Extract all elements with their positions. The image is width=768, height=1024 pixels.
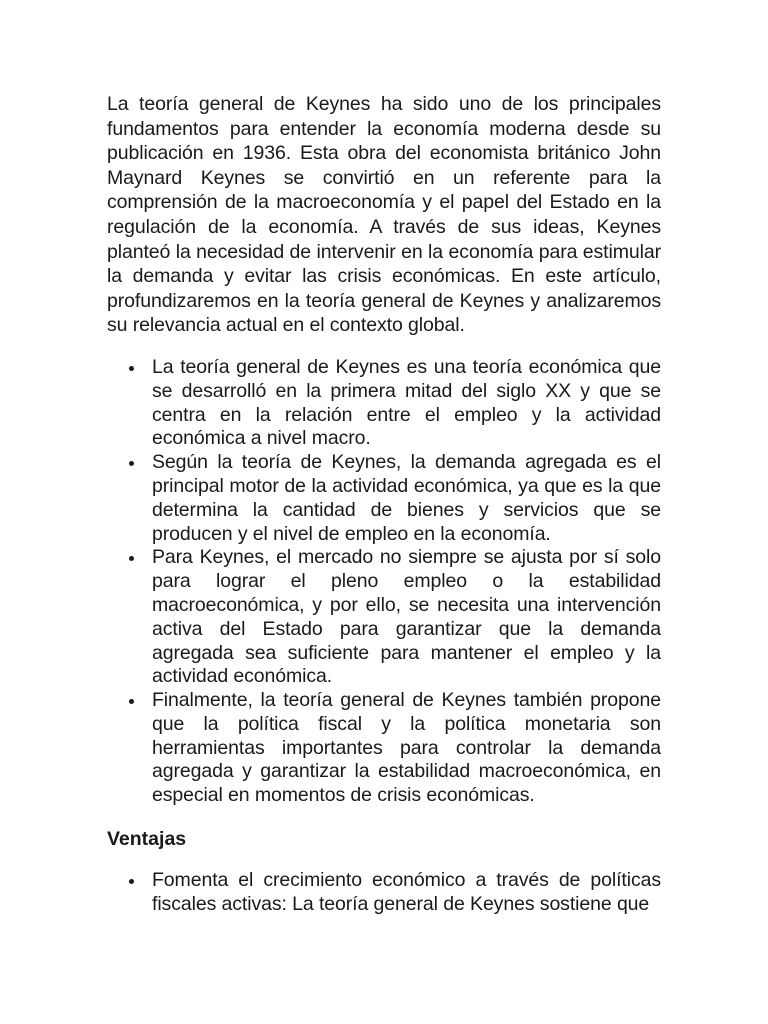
list-item — [107, 356, 661, 451]
list-item-text: Fomenta el crecimiento económico a través de políticas fiscales activas: La teoría general de Keynes sostiene que — [152, 869, 661, 915]
list-item — [107, 689, 661, 808]
ventajas-bullet-list — [107, 869, 661, 917]
list-item — [107, 546, 661, 689]
intro-paragraph: La teoría general de Keynes ha sido uno de los principales fundamentos para entender la economía moderna desde su publicación en 1936. Esta obra del economista británico John Maynard Keynes se convirtió en un referente para la comprensión de la macroeconomía y el papel del Estado en la regulación de la economía. A través de sus ideas, Keynes planteó la necesidad de intervenir en la economía para estimular la demanda y evitar las crisis económicas. En este artículo, profundizaremos en la teoría general de Keynes y analizaremos su relevancia actual en el contexto global. — [107, 93, 661, 337]
list-item-text: Para Keynes, el mercado no siempre se ajusta por sí solo para lograr el pleno empleo o la estabilidad macroeconómica, y por ello, se necesita una intervención activa del Estado para garantizar que la demanda agregada sea suficiente para mantener el empleo y la actividad económica. — [152, 546, 661, 688]
document-page — [107, 92, 661, 917]
list-item-text: Según la teoría de Keynes, la demanda agregada es el principal motor de la actividad económica, ya que es la que determina la cantidad de bienes y servicios que se producen y el nivel de empleo en la economía. — [152, 451, 661, 545]
ventajas-heading: Ventajas — [107, 828, 187, 851]
bullet-icon — [129, 879, 134, 884]
bullet-icon — [129, 556, 134, 561]
list-item — [107, 869, 661, 917]
list-item-text: Finalmente, la teoría general de Keynes también propone que la política fiscal y la política monetaria son herramientas importantes para controlar la demanda agregada y garantizar la estabilidad macroeconómica, en especial en momentos de crisis económicas. — [152, 689, 661, 807]
bullet-icon — [129, 366, 134, 371]
bullet-icon — [129, 699, 134, 704]
list-item — [107, 451, 661, 546]
bullet-icon — [129, 461, 134, 466]
main-bullet-list — [107, 356, 661, 808]
list-item-text: La teoría general de Keynes es una teoría económica que se desarrolló en la primera mitad del siglo XX y que se centra en la relación entre el empleo y la actividad económica a nivel macro. — [152, 355, 661, 450]
